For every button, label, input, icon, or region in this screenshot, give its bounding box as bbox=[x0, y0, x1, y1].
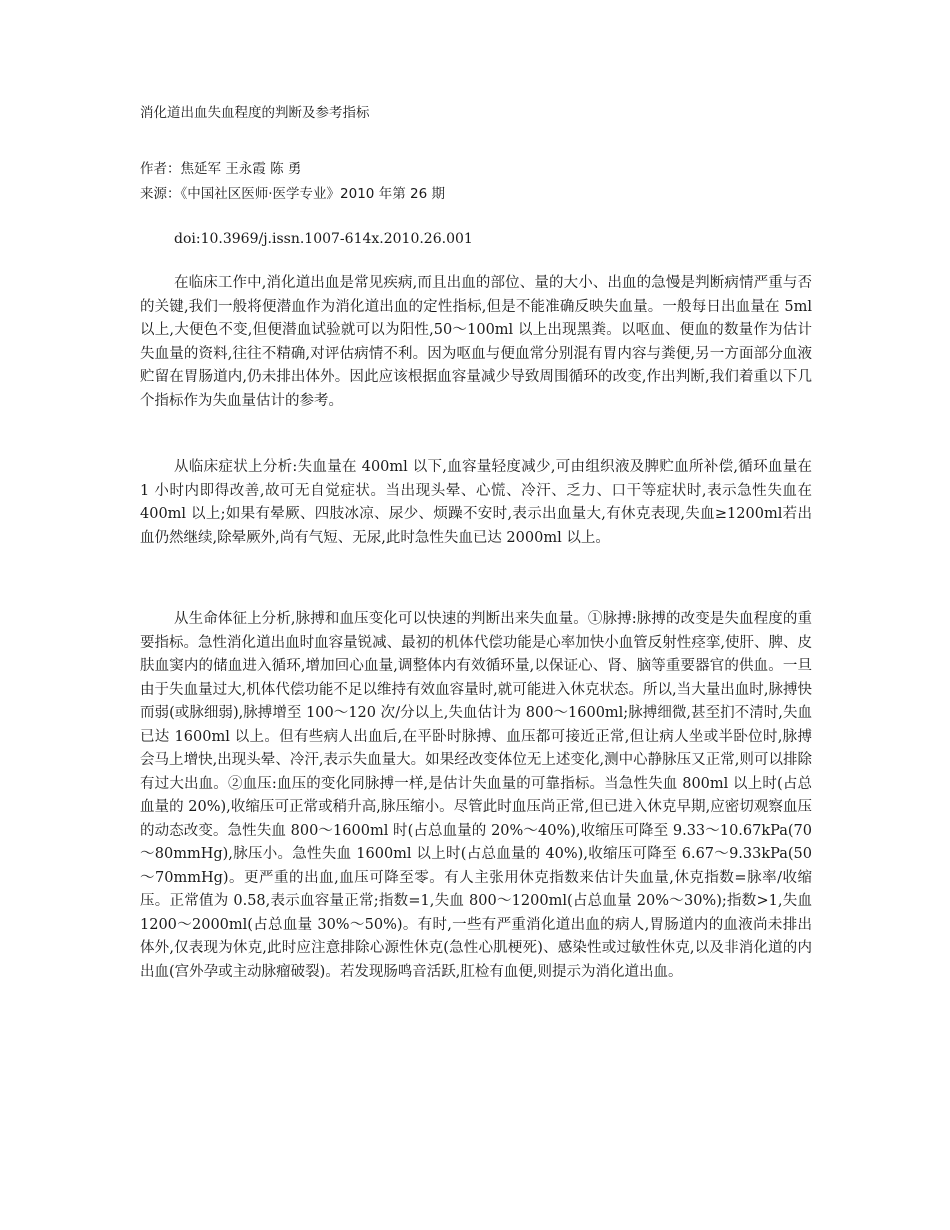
article-source: 来源：《中国社区医师·医学专业》2010 年第 26 期 bbox=[140, 186, 445, 202]
paragraph-symptoms: 从临床症状上分析:失血量在 400ml 以下,血容量轻度减少,可由组织液及脾贮血所补偿,循环血量在 1 小时内即得改善,故可无自觉症状。当出现头晕、心慌、冷汗、乏力、口干等症状时,表示急性失血在 400ml 以上;如果有晕厥、四肢冰凉、尿少、烦躁不安时,表示出血量大,有休克表现,失血≥1200ml若出血仍然继续,除晕厥外,尚有气短、无尿,此时急性失血已达 2000ml 以上。 bbox=[140, 459, 812, 546]
paragraph-intro: 在临床工作中,消化道出血是常见疾病,而且出血的部位、量的大小、出血的急慢是判断病情严重与否的关键,我们一般将便潜血作为消化道出血的定性指标,但是不能准确反映失血量。一般每日出血量在 5ml 以上,大便色不变,但便潜血试验就可以为阳性,50～100ml 以上出现黑粪。以呕血、便血的数量作为估计失血量的资料,往往不精确,对评估病情不利。因为呕血与便血常分别混有胃内容与粪便,另一方面部分血液贮留在胃肠道内,仍未排出体外。因此应该根据血容量减少导致周围循环的改变,作出判断,我们着重以下几个指标作为失血量估计的参考。 bbox=[140, 275, 812, 409]
paragraph-vital-signs: 从生命体征上分析,脉搏和血压变化可以快速的判断出来失血量。①脉搏:脉搏的改变是失血程度的重要指标。急性消化道出血时血容量锐减、最初的机体代偿功能是心率加快小血管反射性痉挛,使肝、脾、皮肤血窦内的储血进入循环,增加回心血量,调整体内有效循环量,以保证心、肾、脑等重要器官的供血。一旦由于失血量过大,机体代偿功能不足以维持有效血容量时,就可能进入休克状态。所以,当大量出血时,脉搏快而弱(或脉细弱),脉搏增至 100～120 次/分以上,失血估计为 800～1600ml;脉搏细微,甚至扪不清时,失血已达 1600ml 以上。但有些病人出血后,在平卧时脉搏、血压都可接近正常,但让病人坐或半卧位时,脉搏会马上增快,出现头晕、冷汗,表示失血量大。如果经改变体位无上述变化,测中心静脉压又正常,则可以排除有过大出血。②血压:血压的变化同脉搏一样,是估计失血量的可靠指标。当急性失血 800ml 以上时(占总血量的 20%),收缩压可正常或稍升高,脉压缩小。尽管此时血压尚正常,但已进入休克早期,应密切观察血压的动态改变。急性失血 800～1600ml 时(占总血量的 20%～40%),收缩压可降至 9.33～10.67kPa(70～80mmHg),脉压小。急性失血 1600ml 以上时(占总血量的 40%),收缩压可降至 6.67～9.33kPa(50～70mmHg)。更严重的出血,血压可降至零。有人主张用休克指数来估计失血量,休克指数=脉率/收缩压。正常值为 0.58,表示血容量正常;指数=1,失血 800～1200ml(占总血量 20%～30%);指数>1,失血 1200～2000ml(占总血量 30%～50%)。有时,一些有严重消化道出血的病人,胃肠道内的血液尚未排出体外,仅表现为休克,此时应注意排除心源性休克(急性心肌梗死)、感染性或过敏性休克,以及非消化道的内出血(宫外孕或主动脉瘤破裂)。若发现肠鸣音活跃,肛检有血便,则提示为消化道出血。 bbox=[140, 611, 812, 980]
article-authors: 作者：焦延军 王永霞 陈 勇 bbox=[140, 161, 302, 177]
article-doi: doi:10.3969/j.issn.1007-614x.2010.26.001 bbox=[174, 231, 473, 247]
article-meta bbox=[140, 157, 445, 207]
article-title: 消化道出血失血程度的判断及参考指标 bbox=[140, 105, 370, 121]
